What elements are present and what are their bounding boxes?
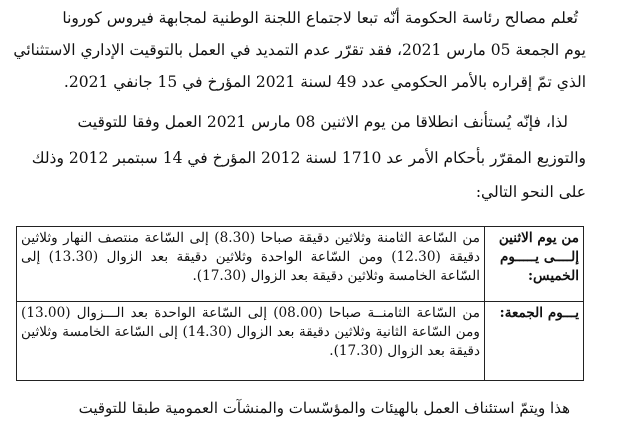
schedule-table [16, 226, 584, 381]
schedule-row-friday [17, 302, 584, 381]
schedule-hours-cell: من السّاعة الثامنة وثلاثين دقيقة صباحا (8.30) إلى السّاعة منتصف النهار وثلاثين دقيقة (12.30) ومن السّاعة الواحدة وثلاثين دقيقة بعد الزوال (13.30) إلى السّاعة الخامسة وثلاثين دقيقة بعد الزوال (17.30). [17, 227, 485, 302]
days-line: الخميس: [527, 268, 579, 284]
schedule-days-cell [485, 302, 584, 381]
footer-line: هذا ويتمّ استئناف العمل بالهيئات والمؤسّسات والمنشآت العمومية طبقا للتوقيت [78, 399, 570, 417]
days-line: إلــــى يـــــوم [499, 249, 579, 265]
days-line: من يوم الاثنين [498, 230, 579, 246]
schedule-row-mon-thu [17, 227, 584, 302]
paragraph-1-line-3: الذي تمّ إقراره بالأمر الحكومي عدد 49 لسنة 2021 المؤرخ في 15 جانفي 2021. [63, 73, 586, 91]
schedule-hours-cell: من السّاعة الثامنــة صباحا (08.00) إلى السّاعة الواحدة بعد الـــزوال (13.00) ومن السّاعة الثانية وثلاثين دقيقة بعد الزوال (14.30) إلى السّاعة الخامسة وثلاثين دقيقة بعد الزوال (17.30). [17, 302, 485, 381]
schedule-days-cell [485, 227, 584, 302]
days-line: يـــوم الجمعة: [499, 305, 579, 321]
paragraph-2-line-3: على النحو التالي: [475, 183, 586, 201]
paragraph-2-line-1: لذا، فإنّه يُستأنف انطلاقا من يوم الاثنين 08 مارس 2021 العمل وفقا للتوقيت [77, 113, 568, 131]
paragraph-1-line-1: تُعلم مصالح رئاسة الحكومة أنّه تبعا لاجتماع اللجنة الوطنية لمجابهة فيروس كورونا [62, 9, 578, 27]
paragraph-2-line-2: والتوزيع المقرّر بأحكام الأمر عد 1710 لسنة 2012 المؤرخ في 14 سبتمبر 2012 وذلك [31, 149, 586, 167]
paragraph-1-line-2: يوم الجمعة 05 مارس 2021، فقد تقرّر عدم التمديد في العمل بالتوقيت الإداري الاستثنائي [13, 41, 586, 59]
